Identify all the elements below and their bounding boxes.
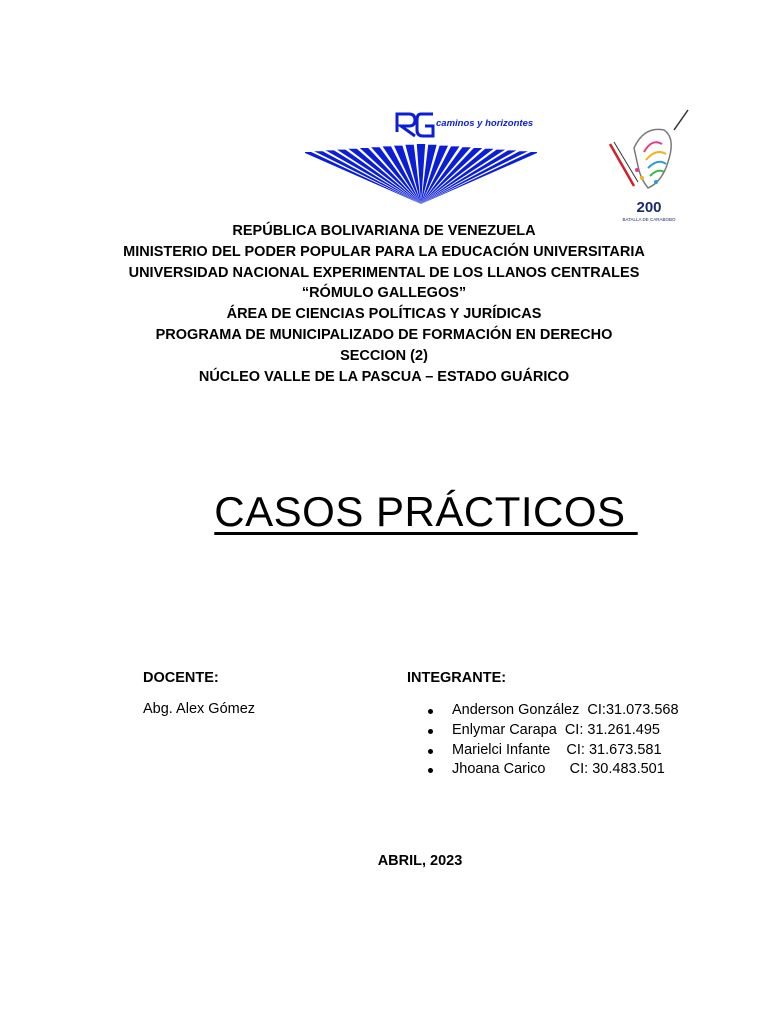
logo-ray — [337, 150, 421, 204]
institution-header — [0, 221, 768, 387]
document-title-text: CASOS PRÁCTICOS — [214, 488, 638, 535]
bicentenario-carabobo-logo — [604, 108, 694, 230]
list-item: Jhoana Carico CI: 30.483.501 — [425, 760, 679, 780]
list-item: Enlymar Carapa CI: 31.261.495 — [425, 721, 679, 741]
document-title — [0, 488, 768, 536]
logo-text: caminos y horizontes — [436, 118, 534, 129]
bicentennial-text: BATALLA DE CARABOBO — [622, 217, 676, 222]
header-line: MINISTERIO DEL PODER POPULAR PARA LA EDUCACIÓN UNIVERSITARIA — [123, 243, 645, 260]
document-date: ABRIL, 2023 — [377, 853, 463, 869]
header-line: NÚCLEO VALLE DE LA PASCUA – ESTADO GUÁRICO — [198, 368, 570, 385]
header-line: REPÚBLICA BOLIVARIANA DE VENEZUELA — [232, 223, 536, 239]
integrante-label: INTEGRANTE: — [407, 670, 507, 686]
logo-ray — [421, 150, 505, 204]
caminos-y-horizontes-logo — [305, 108, 537, 212]
header-line: “RÓMULO GALLEGOS” — [301, 285, 467, 302]
header-line: ÁREA DE CIENCIAS POLÍTICAS Y JURÍDICAS — [226, 306, 542, 323]
members-list — [425, 701, 679, 780]
bicentennial-number: 200 — [636, 199, 662, 216]
docente-name: Abg. Alex Gómez — [143, 701, 256, 717]
header-line: SECCION (2) — [340, 347, 428, 364]
list-item: Marielci Infante CI: 31.673.581 — [425, 741, 679, 761]
header-line: UNIVERSIDAD NACIONAL EXPERIMENTAL DE LOS LLANOS CENTRALES — [128, 264, 640, 281]
docente-label: DOCENTE: — [143, 670, 219, 686]
list-item: Anderson González CI:31.073.568 — [425, 701, 679, 721]
header-line: PROGRAMA DE MUNICIPALIZADO DE FORMACIÓN EN DERECHO — [155, 326, 613, 343]
